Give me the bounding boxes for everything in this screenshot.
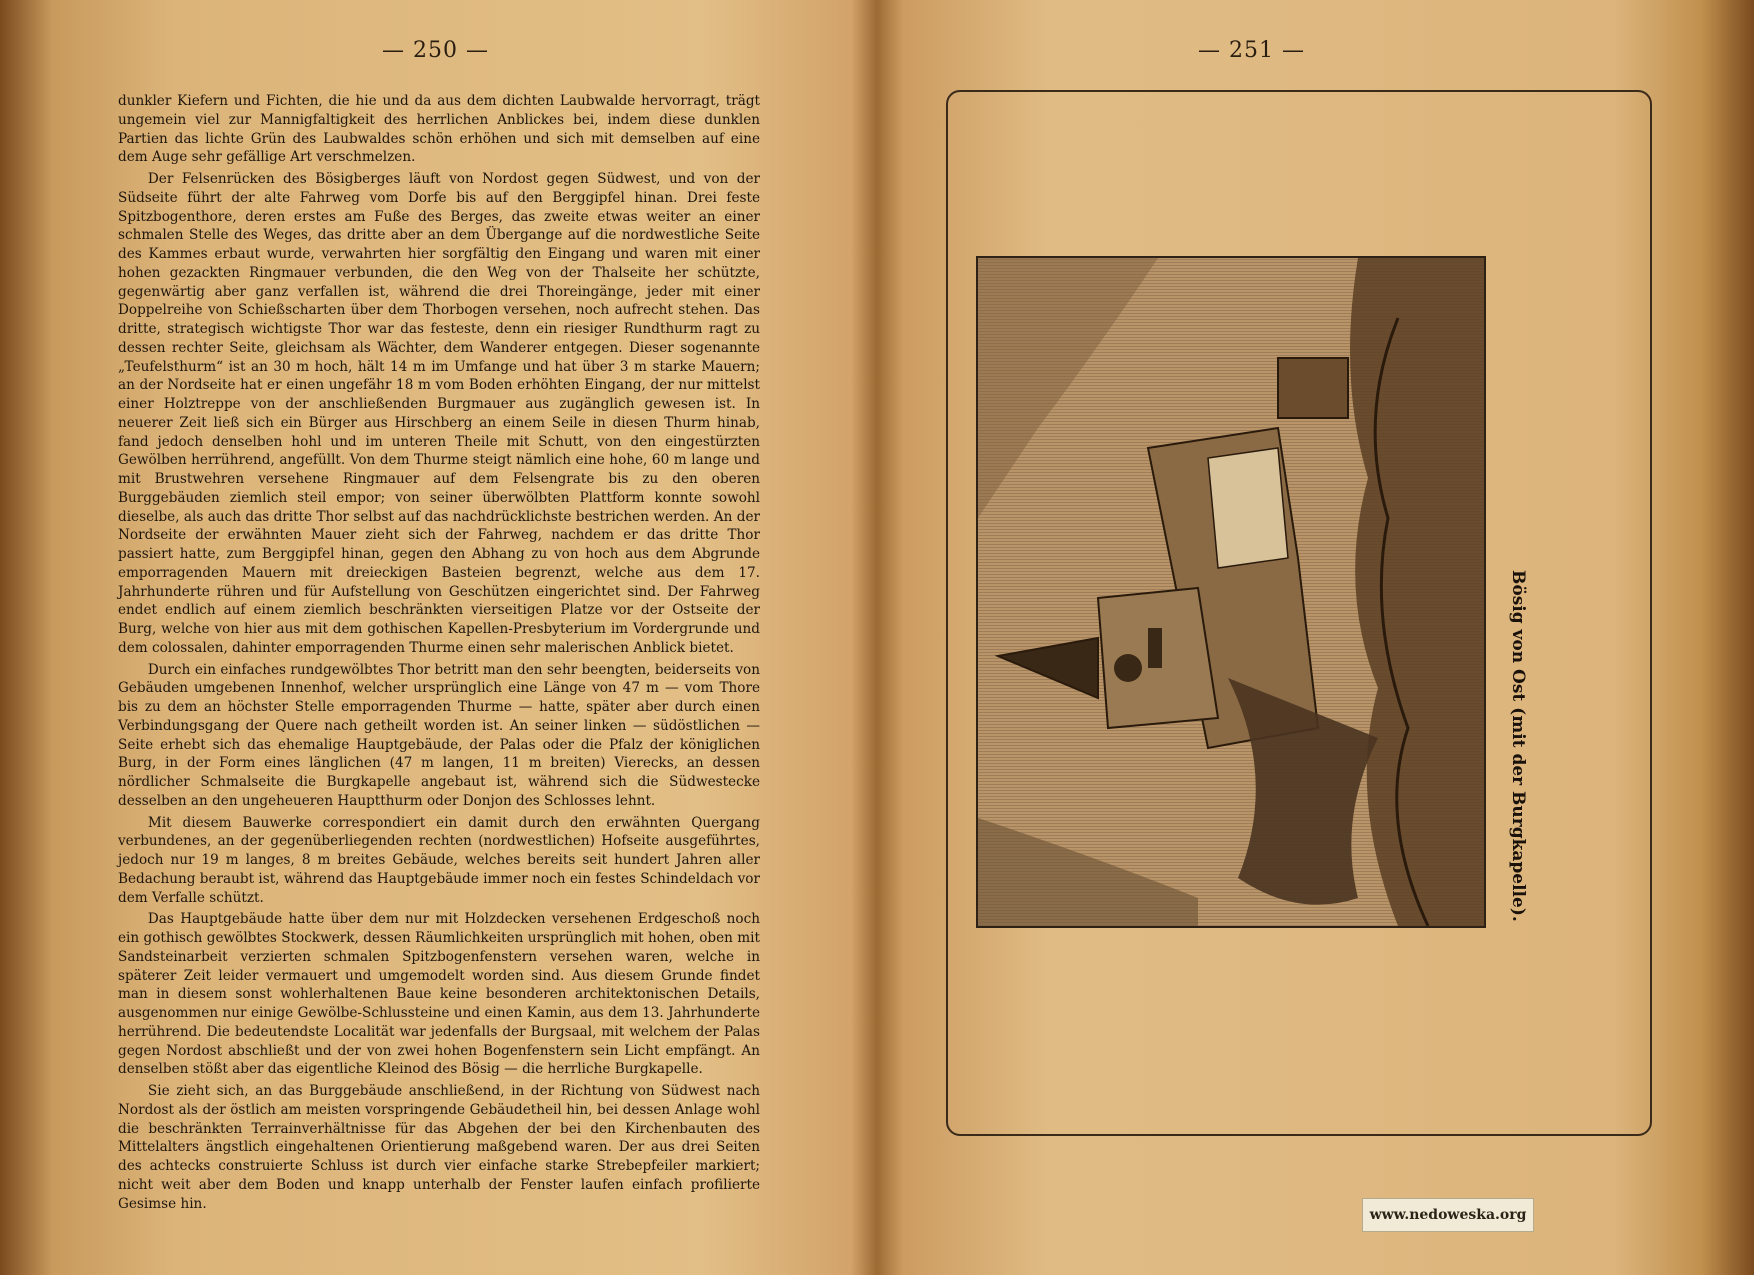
text-column (118, 92, 760, 1213)
paragraph: Durch ein einfaches rundgewölbtes Thor betritt man den sehr beengten, beiderseits von Gebäuden umgebenen Innenhof, welcher ursprünglich eine Länge von 47 m — vom Thore bis zu dem an höchster Stelle emporragenden Thurme — hatte, später aber durch einen Verbindungsgang der Quere nach getheilt worden ist. An seiner linken — südöstlichen — Seite erhebt sich das ehemalige Hauptgebäude, der Palas oder die Pfalz der königlichen Burg, in der Form eines länglichen (47 m langen, 11 m breiten) Vierecks, an dessen nördlicher Schmalseite die Burgkapelle angebaut ist, während sich die Südwestecke desselben an den ungeheueren Hauptthurm oder Donjon des Schlosses lehnt. (118, 661, 760, 809)
paragraph: Mit diesem Bauwerke correspondiert ein damit durch den erwähnten Quergang verbundenes, an der gegenüberliegenden rechten (nordwestlichen) Hofseite ausgeführtes, jedoch nur 19 m langes, 8 m breites Gebäude, welches bereits seit hundert Jahren aller Bedachung beraubt ist, während das Hauptgebäude immer noch ein festes Schindeldach vor dem Verfalle schützt. (118, 814, 760, 906)
page-number-right: — 251 — (1198, 38, 1305, 63)
plate-caption: Bösig von Ost (mit der Burgkapelle). (1508, 570, 1528, 922)
right-page (862, 0, 1754, 1275)
paragraph: Der Felsenrücken des Bösigberges läuft von Nordost gegen Südwest, und von der Südseite führt der alte Fahrweg vom Dorfe bis auf den Berggipfel hinan. Drei feste Spitzbogenthore, deren erstes am Fuße des Berges, das zweite etwas weiter an einer schmalen Stelle des Weges, das dritte aber an dem Übergange auf die nordwestliche Seite des Kammes erbaut wurde, verwahrten hier sorgfältig den Eingang und waren mit einer hohen gezackten Ringmauer verbunden, die den Weg von der Thalseite her schützte, gegenwärtig aber ganz verfallen ist, während die drei Thoreingänge, jeder mit einer Doppelreihe von Schießscharten über dem Thorbogen versehen, noch aufrecht stehen. Das dritte, strategisch wichtigste Thor war das festeste, denn ein riesiger Rundthurm ragt zu dessen rechter Seite, gleichsam als Wächter, dem Wanderer entgegen. Dieser sogenannte „Teufelsthurm“ ist an 30 m hoch, hält 14 m im Umfange und hat über 3 m starke Mauern; an der Nordseite hat er einen ungefähr 18 m vom Boden erhöhten Eingang, der nur mittelst einer Holztreppe von der anschließenden Burgmauer aus zugänglich gewesen ist. In neuerer Zeit ließ sich ein Bürger aus Hirschberg an einem Seile in diesen Thurm hinab, fand jedoch denselben hohl und im unteren Theile mit Schutt, von den eingestürzten Gewölben herrührend, angefüllt. Von dem Thurme steigt nämlich eine hohe, 60 m lange und mit Brustwehren versehene Ringmauer auf dem Felsengrate bis zu den oberen Burggebäuden ziemlich steil empor; von seiner überwölbten Plattform konnte sowohl dieselbe, als auch das dritte Thor selbst auf das nachdrücklichste bestrichen werden. An der Nordseite der erwähnten Mauer zieht sich der Fahrweg, nachdem er das dritte Thor passiert hatte, zum Berggipfel hinan, gegen den Abhang zu von hoch aus dem Abgrunde emporragenden Mauern mit dreieckigen Basteien begrenzt, welche aus dem 17. Jahrhunderte rühren und für Aufstellung von Geschützen eingerichtet sind. Der Fahrweg endet endlich auf einem ziemlich beschränkten vierseitigen Platze vor der Ostseite der Burg, welche von hier aus mit dem gothischen Kapellen-Presbyterium im Vordergrunde und dem colossalen, dahinter emporragenden Thurme einen sehr malerischen Anblick bietet. (118, 171, 760, 656)
left-page (0, 0, 862, 1275)
paragraph: Sie zieht sich, an das Burggebäude anschließend, in der Richtung von Südwest nach Nordost als der östlich am meisten vorspringende Gebäudetheil hin, bei dessen Anlage wohl die beschränkten Terrainverhältnisse für das Abgehen der bei den Kirchenbauten des Mittelalters ängstlich eingehaltenen Orientierung maßgebend waren. Der aus drei Seiten des achtecks construierte Schluss ist durch vier einfache starke Strebepfeiler markiert; nicht weit aber dem Boden und knapp unterhalb der Fenster laufen einfach profilierte Gesimse hin. (118, 1083, 760, 1212)
paragraph: Das Hauptgebäude hatte über dem nur mit Holzdecken versehenen Erdgeschoß noch ein gothisch gewölbtes Stockwerk, dessen Räumlichkeiten ursprünglich mit hohen, oben mit Sandsteinarbeit verzierten schmalen Spitzbogenfenstern versehen waren, welche in späterer Zeit leider vermauert und umgemodelt worden sind. Aus diesem Grunde findet man in diesem sonst wohlerhaltenen Baue keine besonderen architektonischen Details, ausgenommen nur einige Gewölbe-Schlussteine und einen Kamin, aus dem 13. Jahrhunderte herrührend. Die bedeutendste Localität war jedenfalls der Burgsaal, mit welchem der Palas gegen Nordost abschließt und der von zwei hohen Bogenfenstern sein Licht empfängt. An denselben stößt aber das eigentliche Kleinod des Bösig — die herrliche Burgkapelle. (118, 911, 760, 1078)
paragraph: dunkler Kiefern und Fichten, die hie und da aus dem dichten Laubwalde hervorragt, trägt ungemein viel zur Mannigfaltigkeit des herrlichen Anblickes bei, indem diese dunklen Partien das lichte Grün des Laubwaldes schön erhöhen und sich mit demselben auf eine dem Auge sehr gefällige Art verschmelzen. (118, 93, 760, 166)
castle-engraving-drawing (978, 258, 1484, 926)
page-number-left: — 250 — (382, 38, 489, 63)
castle-engraving (976, 256, 1486, 928)
watermark-label: www.nedoweska.org (1362, 1198, 1534, 1232)
